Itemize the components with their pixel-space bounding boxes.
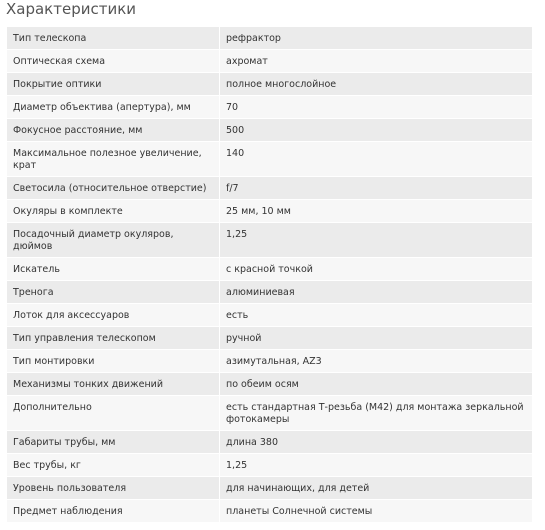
spec-name: Светосила (относительное отверстие) <box>7 177 220 200</box>
spec-row <box>7 119 533 142</box>
spec-row <box>7 142 533 177</box>
specs-table-body <box>7 27 533 523</box>
spec-value: азимутальная, AZ3 <box>220 350 533 373</box>
spec-name: Тип телескопа <box>7 27 220 50</box>
spec-name: Посадочный диаметр окуляров, дюймов <box>7 223 220 258</box>
spec-row <box>7 27 533 50</box>
spec-name: Тип монтировки <box>7 350 220 373</box>
spec-row <box>7 500 533 523</box>
spec-value: 1,25 <box>220 454 533 477</box>
spec-value: полное многослойное <box>220 73 533 96</box>
spec-value: 25 мм, 10 мм <box>220 200 533 223</box>
spec-value: алюминиевая <box>220 281 533 304</box>
spec-row <box>7 281 533 304</box>
spec-row <box>7 73 533 96</box>
spec-row <box>7 50 533 73</box>
spec-value: рефрактор <box>220 27 533 50</box>
spec-value: ручной <box>220 327 533 350</box>
spec-name: Механизмы тонких движений <box>7 373 220 396</box>
spec-value: 70 <box>220 96 533 119</box>
spec-name: Уровень пользователя <box>7 477 220 500</box>
spec-name: Искатель <box>7 258 220 281</box>
spec-value: f/7 <box>220 177 533 200</box>
spec-value: по обеим осям <box>220 373 533 396</box>
spec-row <box>7 96 533 119</box>
spec-row <box>7 373 533 396</box>
spec-value: есть стандартная Т-резьба (M42) для монтажа зеркальной фотокамеры <box>220 396 533 431</box>
spec-name: Вес трубы, кг <box>7 454 220 477</box>
spec-row <box>7 431 533 454</box>
spec-name: Окуляры в комплекте <box>7 200 220 223</box>
spec-name: Максимальное полезное увеличение, крат <box>7 142 220 177</box>
spec-name: Тренога <box>7 281 220 304</box>
spec-row <box>7 454 533 477</box>
spec-row <box>7 223 533 258</box>
spec-name: Фокусное расстояние, мм <box>7 119 220 142</box>
spec-value: 500 <box>220 119 533 142</box>
spec-row <box>7 177 533 200</box>
spec-name: Диаметр объектива (апертура), мм <box>7 96 220 119</box>
spec-row <box>7 258 533 281</box>
spec-value: длина 380 <box>220 431 533 454</box>
spec-value: с красной точкой <box>220 258 533 281</box>
spec-name: Предмет наблюдения <box>7 500 220 523</box>
spec-name: Лоток для аксессуаров <box>7 304 220 327</box>
spec-row <box>7 477 533 500</box>
spec-value: для начинающих, для детей <box>220 477 533 500</box>
spec-name: Покрытие оптики <box>7 73 220 96</box>
spec-row <box>7 350 533 373</box>
spec-row <box>7 396 533 431</box>
spec-value: 1,25 <box>220 223 533 258</box>
spec-row <box>7 200 533 223</box>
spec-name: Оптическая схема <box>7 50 220 73</box>
spec-value: есть <box>220 304 533 327</box>
spec-value: 140 <box>220 142 533 177</box>
spec-name: Дополнительно <box>7 396 220 431</box>
spec-name: Габариты трубы, мм <box>7 431 220 454</box>
specs-table <box>6 26 533 523</box>
spec-value: ахромат <box>220 50 533 73</box>
spec-row <box>7 304 533 327</box>
section-heading: Характеристики <box>6 0 137 18</box>
spec-name: Тип управления телескопом <box>7 327 220 350</box>
spec-row <box>7 327 533 350</box>
spec-value: планеты Солнечной системы <box>220 500 533 523</box>
